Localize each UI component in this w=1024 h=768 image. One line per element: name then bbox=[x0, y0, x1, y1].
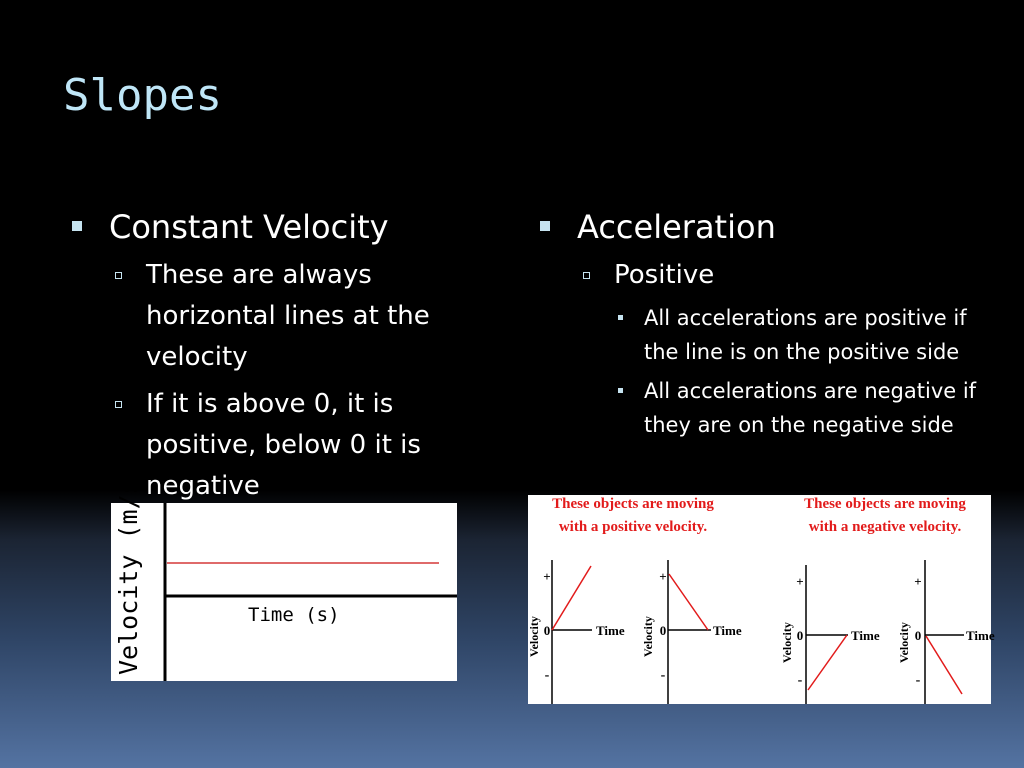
velocity-label: Velocity bbox=[527, 616, 541, 657]
caption-negative-line2: with a negative velocity. bbox=[808, 519, 962, 535]
minus-label: - bbox=[660, 668, 666, 683]
bullet-constant-velocity bbox=[72, 205, 472, 249]
panel-velocity-line bbox=[552, 566, 591, 630]
bullet-text: These are always horizontal lines at the velocity bbox=[146, 260, 430, 372]
sub-bullet-positive bbox=[577, 255, 990, 296]
constant-velocity-svg bbox=[111, 464, 457, 681]
bullet-square-icon bbox=[72, 221, 82, 231]
minus-label: - bbox=[915, 673, 921, 688]
caption-positive-line1: These objects are moving bbox=[552, 496, 714, 512]
bullet-hollow-square-icon bbox=[583, 272, 590, 279]
sub-bullet-horizontal bbox=[109, 255, 472, 378]
zero-label: 0 bbox=[796, 628, 804, 643]
right-column bbox=[540, 205, 990, 442]
velocity-label: Velocity bbox=[641, 616, 655, 657]
sub-bullet-above-zero bbox=[109, 384, 472, 507]
plus-label: + bbox=[796, 574, 804, 589]
caption-positive-line2: with a positive velocity. bbox=[558, 519, 708, 535]
bullet-text: All accelerations are positive if the line is on the positive side bbox=[644, 306, 967, 364]
time-label: Time bbox=[596, 623, 625, 638]
bullet-text: Constant Velocity bbox=[109, 208, 389, 246]
panel-negative-decreasing bbox=[897, 560, 995, 704]
plus-label: + bbox=[543, 569, 551, 584]
caption-negative-line1: These objects are moving bbox=[804, 496, 966, 512]
bullet-text: Acceleration bbox=[577, 208, 776, 246]
bullet-text: All accelerations are negative if they are on the negative side bbox=[644, 379, 977, 437]
bullet-square-icon bbox=[540, 221, 550, 231]
bullet-text: Positive bbox=[614, 260, 715, 290]
zero-label: 0 bbox=[659, 623, 667, 638]
time-label: Time bbox=[966, 628, 995, 643]
zero-label: 0 bbox=[543, 623, 551, 638]
left-column bbox=[72, 205, 472, 507]
time-label: Time bbox=[713, 623, 742, 638]
slide-title: Slopes bbox=[63, 70, 222, 121]
bullet-small-square-icon bbox=[618, 315, 623, 320]
panel-positive-increasing bbox=[527, 560, 625, 704]
minus-label: - bbox=[544, 668, 550, 683]
sub-sub-bullet-positive-side bbox=[614, 301, 990, 369]
bullet-small-square-icon bbox=[618, 388, 623, 393]
constant-velocity-graph bbox=[111, 464, 457, 681]
panel-velocity-line bbox=[808, 635, 847, 690]
y-axis-label: Velocity (m/s) bbox=[114, 464, 143, 675]
plus-label: + bbox=[914, 574, 922, 589]
plus-label: + bbox=[659, 569, 667, 584]
velocity-panels-graph bbox=[527, 495, 995, 704]
time-label: Time bbox=[851, 628, 880, 643]
x-axis-label: Time (s) bbox=[248, 604, 340, 626]
bullet-acceleration bbox=[540, 205, 990, 249]
panel-positive-decreasing bbox=[641, 560, 742, 704]
velocity-panels-svg bbox=[527, 495, 995, 704]
minus-label: - bbox=[797, 673, 803, 688]
panel-negative-increasing bbox=[780, 565, 880, 704]
velocity-label: Velocity bbox=[780, 622, 794, 663]
velocity-label: Velocity bbox=[897, 622, 911, 663]
bullet-text: If it is above 0, it is positive, below 0 it is negative bbox=[146, 389, 421, 501]
bullet-hollow-square-icon bbox=[115, 401, 122, 408]
sub-sub-bullet-negative-side bbox=[614, 374, 990, 442]
panel-velocity-line bbox=[926, 636, 962, 694]
panel-velocity-line bbox=[669, 574, 708, 630]
bullet-hollow-square-icon bbox=[115, 272, 122, 279]
zero-label: 0 bbox=[914, 628, 922, 643]
